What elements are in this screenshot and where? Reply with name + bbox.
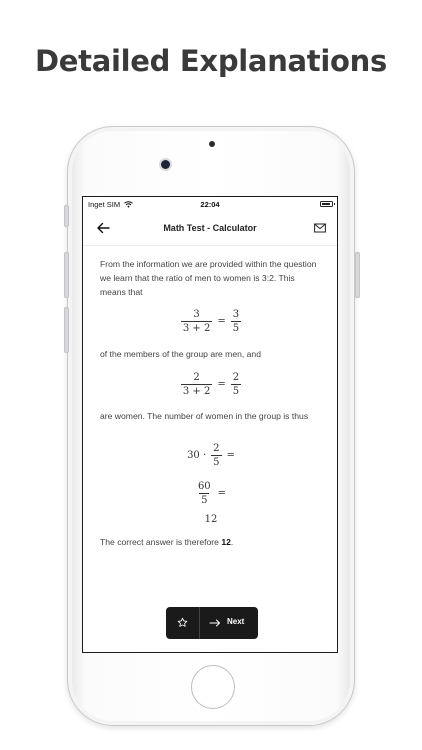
power-button bbox=[355, 252, 360, 298]
fraction bbox=[196, 481, 213, 507]
answer-suffix: . bbox=[230, 537, 234, 547]
equals-sign: = bbox=[217, 316, 226, 327]
nav-title: Math Test - Calculator bbox=[163, 223, 257, 233]
carrier-label: Inget SIM bbox=[88, 200, 121, 209]
denominator: 5 bbox=[232, 323, 240, 334]
bottom-toolbar bbox=[166, 607, 258, 639]
battery-icon bbox=[320, 201, 333, 207]
volume-up-button bbox=[64, 252, 69, 298]
envelope-icon[interactable] bbox=[314, 223, 326, 233]
bookmark-button[interactable] bbox=[166, 607, 200, 639]
equation-intermediate bbox=[100, 481, 322, 507]
status-time: 22:04 bbox=[200, 200, 220, 209]
numerator: 2 bbox=[213, 443, 220, 454]
status-bar bbox=[83, 197, 337, 212]
fraction bbox=[181, 309, 212, 335]
answer-value: 12 bbox=[221, 537, 231, 547]
phone-speaker bbox=[209, 141, 215, 147]
equals-sign: = bbox=[226, 450, 235, 461]
equation-men-ratio bbox=[100, 309, 322, 335]
explanation-paragraph-1: From the information we are provided within the question we learn that the ratio of men to women is 3:2. This means that bbox=[100, 259, 317, 297]
mute-switch bbox=[64, 205, 69, 227]
denominator: 5 bbox=[213, 457, 220, 468]
multiplier: 30 · bbox=[187, 450, 207, 461]
explanation-paragraph-2: of the members of the group are men, and bbox=[100, 349, 261, 359]
next-button[interactable] bbox=[200, 607, 258, 639]
equals-sign: = bbox=[217, 488, 227, 499]
numerator: 3 bbox=[232, 309, 240, 320]
arrow-right-icon bbox=[209, 619, 221, 627]
denominator: 3 + 2 bbox=[182, 323, 211, 334]
home-button[interactable] bbox=[191, 665, 235, 709]
next-button-label: Next bbox=[227, 617, 245, 626]
phone-screen bbox=[82, 196, 338, 653]
equation-result: 12 bbox=[204, 514, 218, 525]
numerator: 2 bbox=[193, 372, 200, 383]
answer-statement bbox=[100, 535, 233, 549]
fraction bbox=[231, 309, 241, 335]
equation-women-ratio bbox=[100, 372, 322, 398]
answer-prefix: The correct answer is therefore bbox=[100, 537, 222, 547]
explanation-paragraph-3: are women. The number of women in the group is thus bbox=[100, 411, 309, 421]
page-headline: Detailed Explanations bbox=[35, 44, 387, 78]
phone-camera bbox=[161, 160, 170, 169]
volume-down-button bbox=[64, 307, 69, 353]
fraction bbox=[231, 372, 241, 398]
fraction bbox=[211, 443, 221, 469]
nav-bar bbox=[83, 212, 337, 246]
denominator: 3 + 2 bbox=[182, 386, 211, 397]
fraction bbox=[181, 372, 212, 398]
star-outline-icon bbox=[177, 617, 188, 628]
equals-sign: = bbox=[217, 379, 226, 390]
numerator: 3 bbox=[193, 309, 200, 320]
explanation-content bbox=[100, 257, 322, 547]
equation-women-count bbox=[100, 443, 322, 469]
numerator: 60 bbox=[197, 481, 211, 492]
numerator: 2 bbox=[232, 372, 240, 383]
denominator: 5 bbox=[232, 386, 240, 397]
denominator: 5 bbox=[201, 495, 208, 506]
